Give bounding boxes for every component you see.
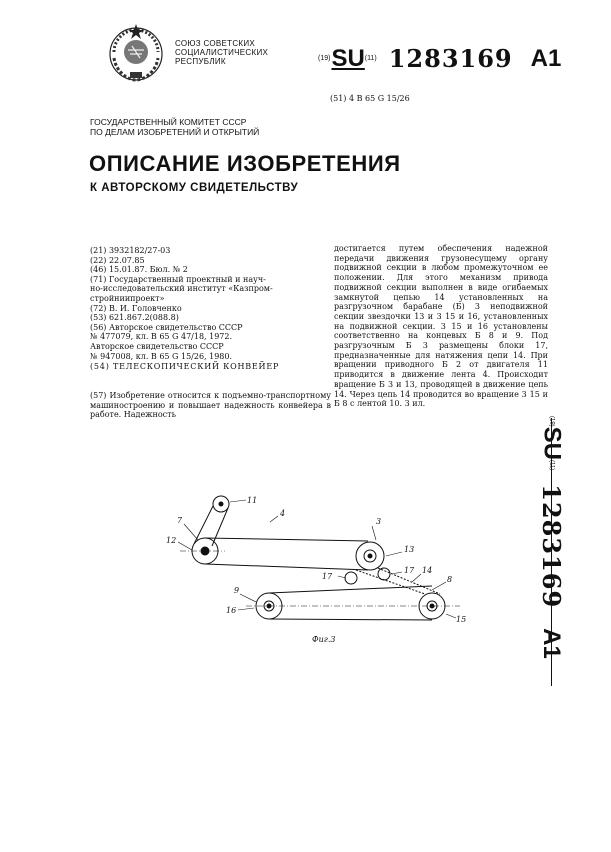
label-15: 15 (456, 615, 467, 624)
committee-line: ПО ДЕЛАМ ИЗОБРЕТЕНИЙ И ОТКРЫТИЙ (90, 127, 260, 137)
label-12: 12 (166, 536, 177, 545)
vertical-country-code: SU (538, 426, 566, 461)
country-code: SU (331, 44, 365, 72)
conveyor-figure (150, 478, 480, 648)
kind-code: A1 (530, 44, 562, 72)
biblio-line: (46) 15.01.87. Бюл. № 2 (90, 265, 188, 275)
biblio-line: (22) 22.07.85 (90, 255, 145, 265)
vertical-code-19: (19) (548, 416, 555, 427)
label-7: 7 (177, 516, 183, 525)
abstract-start: (57) Изобретение относится к подъемно-транспортному машиностроению и повышает надежность конвейера в работе. Надежность (90, 391, 331, 420)
ipc-classification: (51) 4 B 65 G 15/26 (330, 94, 410, 103)
label-17b: 17 (404, 566, 415, 575)
committee-line: ГОСУДАРСТВЕННЫЙ КОМИТЕТ СССР (90, 117, 247, 127)
label-16: 16 (226, 606, 237, 615)
committee-name (90, 117, 259, 137)
document-title: ОПИСАНИЕ ИЗОБРЕТЕНИЯ (89, 151, 401, 176)
tension-block (345, 572, 357, 584)
biblio-line: (56) Авторское свидетельство СССР (90, 322, 243, 332)
patent-number: 1283169 (388, 44, 513, 73)
document-subtitle: К АВТОРСКОМУ СВИДЕТЕЛЬСТВУ (90, 182, 299, 194)
country-line: СОЮЗ СОВЕТСКИХ (175, 39, 256, 48)
vertical-kind-code: A1 (538, 628, 566, 659)
vertical-patent-number: 1283169 (537, 484, 566, 609)
code-19: (19) (318, 55, 331, 62)
code-11: (11) (364, 55, 377, 62)
label-11: 11 (247, 496, 258, 505)
label-9: 9 (234, 586, 240, 595)
country-line: СОЦИАЛИСТИЧЕСКИХ (175, 48, 269, 57)
biblio-line: (71) Государственный проектный и науч- (90, 274, 266, 284)
country-line: РЕСПУБЛИК (175, 57, 226, 66)
biblio-line: № 477079, кл. B 65 G 47/18, 1972. (90, 332, 233, 342)
biblio-line: но-исследовательский институт «Казпром- (90, 284, 273, 294)
bibliographic-data (90, 246, 325, 372)
document-number (318, 44, 561, 73)
biblio-line: № 947008, кл. B 65 G 15/26, 1980. (90, 351, 233, 361)
abstract-continuation: достигается путем обеспечения надежной передачи движения грузонесущему органу подвижной секции в любом промежуточном ее положении. Для этого механизм привода подвижной секции выполнен в виде огибаемых замкнутой цепью 14 установленных на разгрузочном барабане (Б) 3 неподвижной секции звездочки 13 и 3 15 и 16, установленных на подвижной секции. 3 15 и 16 установлены соответственно на концевых Б 8 и 9. Под разгрузочным Б 3 размещены блоки 17, предназначенные для натяжения цепи 14. При вращении приводного Б 2 от двигателя 11 приводится в движение лента 4. Происходит вращение Б 3 и 13, проводящей в движение цепь 14. Через цепь 14 проводится во вращение 3 15 и Б 8 с лентой 10. 3 ил. (334, 244, 548, 409)
invention-heading: (54) ТЕЛЕСКОПИЧЕСКИЙ КОНВЕЙЕР (90, 362, 280, 372)
country-name (175, 39, 268, 66)
label-13: 13 (404, 545, 415, 554)
label-8: 8 (447, 575, 453, 584)
label-14: 14 (422, 566, 433, 575)
label-3: 3 (376, 517, 382, 526)
biblio-line: Авторское свидетельство СССР (90, 341, 224, 351)
biblio-line: (53) 621.867.2(088.8) (90, 313, 179, 323)
label-4: 4 (280, 509, 286, 518)
biblio-line: стройниипроект» (90, 293, 165, 303)
vertical-document-number (537, 416, 586, 686)
biblio-line: (21) 3932182/27-03 (90, 246, 171, 255)
biblio-line: (72) В. И. Головченко (90, 303, 182, 313)
vertical-code-11: (11) (548, 460, 555, 471)
label-17a: 17 (322, 572, 333, 581)
figure-caption: Фиг.3 (312, 635, 336, 644)
ussr-state-emblem-icon (106, 22, 166, 84)
